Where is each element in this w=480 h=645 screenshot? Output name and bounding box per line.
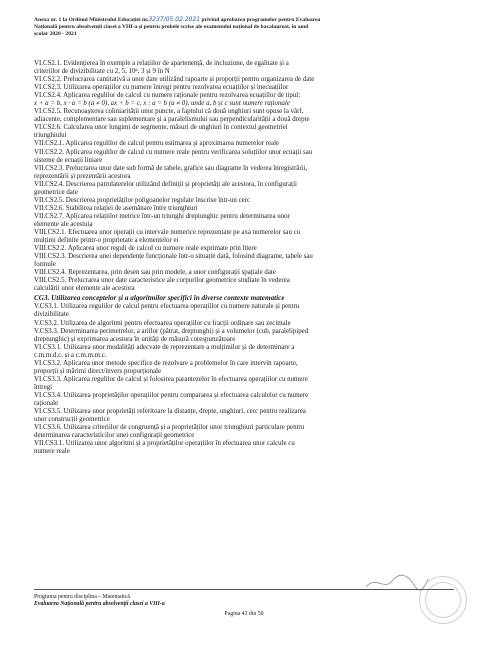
text-line: VIII.CS2.3. Descrierea unei dependențe funcționale într-o situație dată, folosind diagrame, tabele sau: [34, 253, 313, 261]
document-page: [34, 16, 454, 636]
text-line: VI.CS2.4. Aplicarea regulilor de calcul cu numere raționale pentru rezolvarea ecuațiilor de tipul:: [34, 92, 301, 100]
footer-program: Programa pentru disciplina – Matematică: [34, 594, 130, 600]
text-line: reprezentării și prezentării acestora: [34, 172, 131, 180]
text-line: VII.CS2.4. Descrierea patrulaterelor utilizând definiții și proprietăți ale acestora, în configurații: [34, 180, 297, 188]
text-line: VII.CS2.3. Prelucrarea unor date sub formă de tabele, grafice sau diagrame în vederea înregistrării,: [34, 164, 308, 172]
text-line: VI.CS3.5. Utilizarea unor proprietăți referitoare la distanțe, drepte, unghiuri, cerc pentru realizarea: [34, 408, 306, 416]
text-line: criteriilor de divizibilitate cu 2, 5, 10ⁿ, 3 și 9 în N: [34, 68, 170, 76]
text-line: VI.CS2.2. Prelucrarea cantitativă a unor date utilizând rapoarte și proporții pentru organizarea de date: [34, 76, 315, 84]
text-line: VIII.CS2.1. Efectuarea unor operații cu intervale numerice reprezentate pe axa numerelor sau cu: [34, 228, 301, 236]
header-line-1: [34, 16, 454, 24]
text-line: VII.CS2.7. Aplicarea relațiilor metrice într-un triunghi dreptunghic pentru determinarea unor: [34, 212, 290, 220]
text-line: VI.CS3.6. Utilizarea criteriilor de congruență și a proprietăților unor triunghiuri particulare pentru: [34, 424, 305, 432]
text-line: unor construcții geometrice: [34, 416, 110, 424]
text-line: VI.CS3.3. Aplicarea regulilor de calcul și folosirea parantezelor în efectuarea operațiilor cu numere: [34, 375, 308, 383]
text-line: elemente ale acestuia: [34, 220, 93, 228]
document-body: [34, 60, 454, 456]
text-line: divizibilitate: [34, 311, 69, 319]
text-line: VII.CS3.1. Utilizarea unor algoritmi și a proprietăților operațiilor în efectuarea unor calcule cu: [34, 440, 295, 448]
header-line-2: Națională pentru absolvenții clasei a VIII-a și pentru probele scrise ale examenului național de bacalaureat, în anul: [34, 24, 309, 31]
text-line: raționale: [34, 399, 59, 407]
text-line: dreptunghic) și exprimarea acestora în unități de măsură corespunzătoare: [34, 335, 236, 343]
text-line: VIII.CS2.4. Reprezentarea, prin desen sau prin modele, a unor configurații spațiale date: [34, 269, 276, 277]
header-order-prefix: Anexa nr. 1 la Ordinul Ministrului Educației nr.: [34, 17, 149, 23]
header-order-suffix: privind aprobarea programelor pentru Evaluarea: [200, 17, 321, 23]
text-line: întregi: [34, 383, 52, 391]
text-line: proporții și mărimi direct/invers proporționale: [34, 367, 162, 375]
text-line: triunghiului: [34, 132, 67, 140]
text-line: VI.CS2.5. Recunoașterea coliniarității unor puncte, a faptului că două unghiuri sunt opuse la vârf,: [34, 108, 304, 116]
text-line: VII.CS2.2. Aplicarea regulilor de calcul cu numere reale pentru verificarea soluțiilor unor ecuații sau: [34, 148, 313, 156]
page-number: Pagina 43 din 50: [224, 611, 264, 617]
text-line: VII.CS2.1. Aplicarea regulilor de calcul pentru estimarea și aproximarea numerelor reale: [34, 140, 280, 148]
text-line: VI.CS2.3. Utilizarea operațiilor cu numere întregi pentru rezolvarea ecuațiilor și inecuațiilor: [34, 84, 289, 92]
text-line: formule: [34, 261, 56, 269]
text-line: mulțimi definite printr-o proprietate a elementelor ei: [34, 237, 179, 245]
text-line: geometrice date: [34, 188, 78, 196]
text-line: VII.CS2.5. Descrierea proprietăților poligoanelor regulate înscrise într-un cerc: [34, 196, 251, 204]
text-line: VIII.CS2.5. Prelucrarea unor date caracteristice ale corpurilor geometrice studiate în vederea: [34, 277, 290, 285]
footer-evaluation: Evaluarea Națională pentru absolvenții clasei a VIII-a: [34, 601, 165, 607]
text-line: adiacente, complementare sau suplementare și a paralelismului sau perpendicularității a două drepte: [34, 116, 310, 124]
text-line: VI.CS3.2. Aplicarea unor metode specifice de rezolvare a problemelor în care intervin rapoarte,: [34, 359, 298, 367]
text-line: VI.CS3.1. Utilizarea unor modalități adecvate de reprezentare a mulțimilor și de determinare a: [34, 343, 295, 351]
text-line: VIII.CS2.2. Aplicarea unor reguli de calcul cu numere reale exprimate prin litere: [34, 245, 257, 253]
document-header: [34, 16, 454, 39]
handwritten-order-number: 3237/05.02.2021: [148, 16, 201, 23]
text-line: V.CS3.3. Determinarea perimetrelor, a ariilor (pătrat, dreptunghi) și a volumelor (cub, paralelipiped: [34, 327, 309, 335]
text-line: VI.CS3.4. Utilizarea proprietăților operațiilor pentru compararea și efectuarea calculelor cu numere: [34, 391, 309, 399]
text-line: VI.CS2.6. Calcularea unor lungimi de segmente, măsuri de unghiuri în contextul geometriei: [34, 124, 288, 132]
section-heading-cg3: CG3. Utilizarea conceptelor și a algoritmilor specifici în diverse contexte matematice: [34, 294, 285, 303]
text-line: V.CS3.2. Utilizarea de algoritmi pentru efectuarea operațiilor cu fracții ordinare sau zecimale: [34, 319, 291, 327]
text-line: sisteme de ecuații liniare: [34, 156, 103, 164]
text-line: x + a = b, x · a = b (a ≠ 0), ax + b = c, x : a = b (a ≠ 0), unde a, b și c sunt numere raționale: [34, 100, 290, 108]
text-line: numere reale: [34, 448, 70, 456]
text-line: calculării unor elemente ale acestora: [34, 285, 135, 293]
text-line: c.m.m.d.c. și a c.m.m.m.c.: [34, 351, 107, 359]
text-line: determinarea caracteristicilor unei configurații geometrice: [34, 432, 195, 440]
document-footer: [34, 589, 454, 618]
text-line: V.CS3.1. Utilizarea regulilor de calcul pentru efectuarea operațiilor cu numere naturale și pentru: [34, 303, 300, 311]
text-line: VII.CS2.6. Stabilirea relației de asemănare între triunghiuri: [34, 204, 198, 212]
header-line-3: școlar 2020 - 2021: [34, 31, 77, 38]
text-line: VI.CS2.1. Evidențierea în exemple a relațiilor de apartenență, de incluziune, de egalitate și a: [34, 60, 289, 67]
